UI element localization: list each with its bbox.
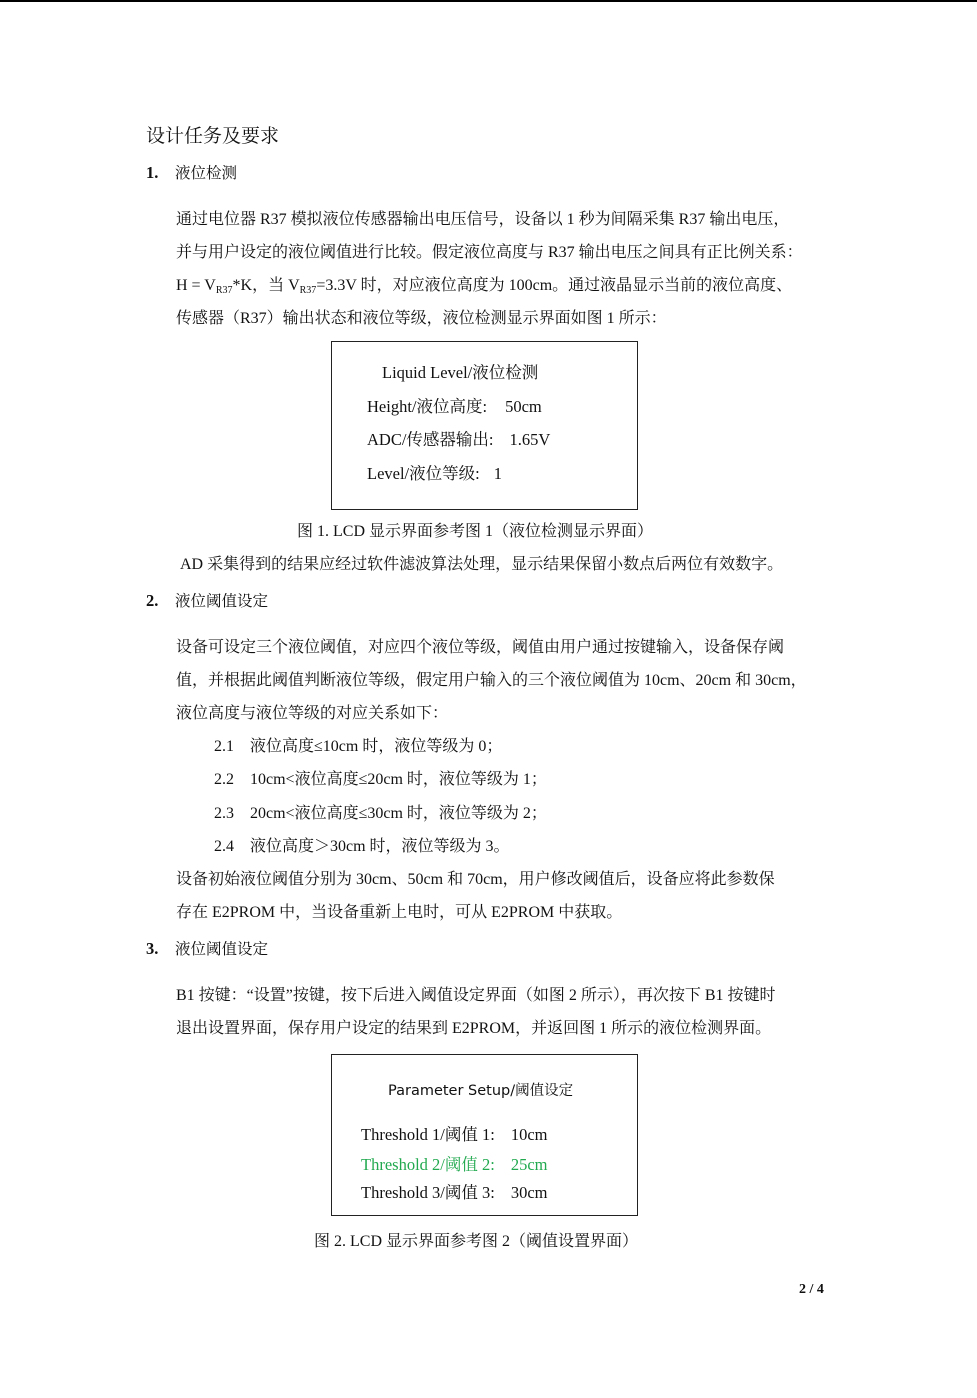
lcd-figure-1 bbox=[331, 341, 638, 510]
section-number: 2. bbox=[146, 591, 159, 610]
formula-text: H = V bbox=[176, 277, 216, 294]
paragraph-line: 退出设置界面，保存用户设定的结果到 E2PROM，并返回图 1 所示的液位检测界面。 bbox=[176, 1020, 772, 1037]
lcd-row bbox=[367, 393, 542, 417]
lcd-label: Level/液位等级: bbox=[367, 464, 480, 483]
lcd-row bbox=[367, 460, 502, 484]
section-title: 液位阈值设定 bbox=[175, 592, 269, 610]
list-item bbox=[214, 833, 510, 856]
lcd-row bbox=[367, 426, 550, 450]
lcd-value: 1.65V bbox=[509, 430, 551, 449]
lcd-value: 30cm bbox=[510, 1183, 548, 1202]
lcd-value: 10cm bbox=[510, 1125, 548, 1144]
list-number: 2.4 bbox=[214, 838, 234, 855]
list-item bbox=[214, 766, 547, 789]
lcd-row-selected bbox=[361, 1151, 548, 1175]
section-2-heading bbox=[146, 589, 268, 611]
formula-text: *K，当 V bbox=[232, 277, 300, 294]
lcd-label: Threshold 3/阈值 3: bbox=[361, 1183, 495, 1202]
page-top-border bbox=[0, 0, 977, 2]
page-number: 2 / 4 bbox=[799, 1282, 824, 1297]
paragraph-line: 传感器（R37）输出状态和液位等级，液位检测显示界面如图 1 所示： bbox=[176, 310, 667, 327]
paragraph-line: 设备可设定三个液位阈值，对应四个液位等级，阈值由用户通过按键输入，设备保存阈 bbox=[176, 639, 785, 656]
list-number: 2.2 bbox=[214, 771, 234, 788]
section-number: 3. bbox=[146, 939, 159, 958]
lcd-row bbox=[361, 1121, 548, 1145]
list-item bbox=[214, 800, 547, 823]
lcd-label: ADC/传感器输出: bbox=[367, 430, 494, 449]
list-number: 2.3 bbox=[214, 805, 234, 822]
section-number: 1. bbox=[146, 163, 159, 182]
subscript: R37 bbox=[215, 285, 233, 296]
list-item bbox=[214, 733, 502, 756]
list-text: 20cm<液位高度≤30cm 时，液位等级为 2； bbox=[250, 805, 547, 822]
paragraph-line: 设备初始液位阈值分别为 30cm、50cm 和 70cm，用户修改阈值后，设备应将此参数保 bbox=[176, 871, 775, 888]
page-title: 设计任务及要求 bbox=[146, 125, 280, 147]
formula-text: =3.3V 时，对应液位高度为 100cm。通过液晶显示当前的液位高度、 bbox=[316, 277, 793, 294]
paragraph-line: 存在 E2PROM 中，当设备重新上电时，可从 E2PROM 中获取。 bbox=[176, 904, 623, 921]
list-text: 10cm<液位高度≤20cm 时，液位等级为 1； bbox=[250, 771, 547, 788]
lcd-title: Parameter Setup/阈值设定 bbox=[388, 1083, 574, 1099]
paragraph-line: B1 按键：“设置”按键，按下后进入阈值设定界面（如图 2 所示），再次按下 B1 按键时 bbox=[176, 987, 776, 1004]
paragraph-line: 液位高度与液位等级的对应关系如下： bbox=[176, 705, 449, 722]
section-title: 液位检测 bbox=[175, 164, 238, 182]
paragraph-line: 并与用户设定的液位阈值进行比较。假定液位高度与 R37 输出电压之间具有正比例关系： bbox=[176, 244, 803, 261]
section-title: 液位阈值设定 bbox=[175, 940, 269, 958]
figure-1-caption: 图 1. LCD 显示界面参考图 1（液位检测显示界面） bbox=[297, 523, 654, 540]
list-text: 液位高度＞30cm 时，液位等级为 3。 bbox=[250, 838, 510, 855]
lcd-row bbox=[361, 1179, 548, 1203]
list-number: 2.1 bbox=[214, 738, 234, 755]
subscript: R37 bbox=[299, 285, 317, 296]
formula-line bbox=[176, 272, 792, 296]
lcd-value: 25cm bbox=[510, 1155, 548, 1174]
lcd-label: Threshold 2/阈值 2: bbox=[361, 1155, 495, 1174]
lcd-title: Liquid Level/液位检测 bbox=[382, 363, 539, 382]
section-3-heading bbox=[146, 937, 268, 959]
lcd-value: 50cm bbox=[505, 397, 542, 416]
lcd-value: 1 bbox=[493, 464, 502, 483]
section-1-heading bbox=[146, 161, 237, 183]
lcd-figure-2 bbox=[331, 1054, 638, 1216]
figure-2-caption: 图 2. LCD 显示界面参考图 2（阈值设置界面） bbox=[314, 1233, 639, 1250]
lcd-label: Height/液位高度: bbox=[367, 397, 488, 416]
lcd-label: Threshold 1/阈值 1: bbox=[361, 1125, 495, 1144]
paragraph-line: 通过电位器 R37 模拟液位传感器输出电压信号，设备以 1 秒为间隔采集 R37 输出电压， bbox=[176, 211, 790, 228]
filter-note: AD 采集得到的结果应经过软件滤波算法处理，显示结果保留小数点后两位有效数字。 bbox=[180, 556, 784, 573]
list-text: 液位高度≤10cm 时，液位等级为 0； bbox=[250, 738, 503, 755]
paragraph-line: 值，并根据此阈值判断液位等级，假定用户输入的三个液位阈值为 10cm、20cm 和 30cm， bbox=[176, 672, 807, 689]
